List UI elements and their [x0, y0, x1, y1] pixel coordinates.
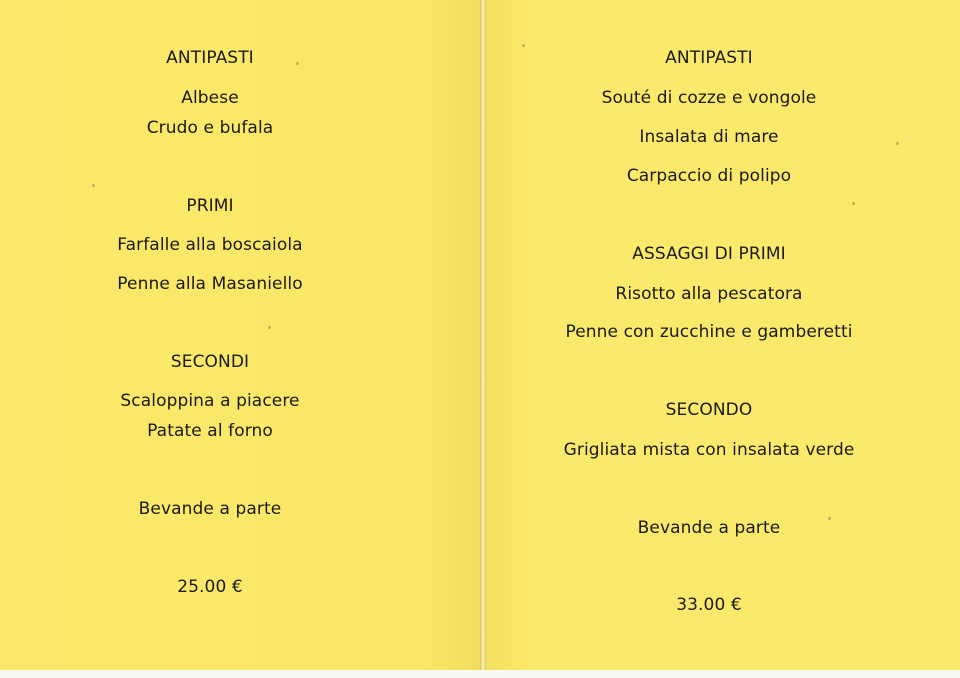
paper-speck	[896, 142, 899, 145]
section-heading-antipasti: ANTIPASTI	[665, 48, 753, 68]
menu-item: Risotto alla pescatora	[615, 284, 803, 304]
menu-item: Penne con zucchine e gamberetti	[565, 322, 853, 342]
drinks-note: Bevande a parte	[138, 499, 282, 519]
paper-speck	[92, 184, 95, 187]
menu-item: Insalata di mare	[639, 127, 779, 147]
paper-speck	[852, 202, 855, 205]
drinks-note: Bevande a parte	[637, 518, 781, 538]
menu-card-right	[486, 0, 960, 670]
menu-item: Souté di cozze e vongole	[601, 88, 817, 108]
menu-item: Farfalle alla boscaiola	[117, 235, 303, 255]
paper-speck	[296, 62, 299, 65]
paper-speck	[268, 326, 271, 329]
menu-item: Crudo e bufala	[146, 118, 274, 138]
menu-card-left	[0, 0, 480, 670]
section-heading-secondi: SECONDI	[170, 352, 250, 372]
section-heading-antipasti: ANTIPASTI	[166, 48, 254, 68]
section-heading-primi: PRIMI	[186, 196, 234, 216]
menu-item: Penne alla Masaniello	[117, 274, 303, 294]
menu-item: Patate al forno	[147, 421, 273, 441]
section-heading-assaggi-di-primi: ASSAGGI DI PRIMI	[632, 244, 786, 264]
menu-item: Scaloppina a piacere	[120, 391, 300, 411]
menu-price: 25.00 €	[177, 577, 243, 597]
section-heading-secondo: SECONDO	[665, 400, 753, 420]
paper-speck	[828, 517, 831, 520]
paper-speck	[522, 44, 525, 47]
menu-item: Albese	[181, 88, 239, 108]
menu-price: 33.00 €	[676, 595, 742, 615]
menu-item: Grigliata mista con insalata verde	[563, 440, 855, 460]
sheet-bottom-edge	[0, 670, 960, 678]
menu-item: Carpaccio di polipo	[626, 166, 792, 186]
